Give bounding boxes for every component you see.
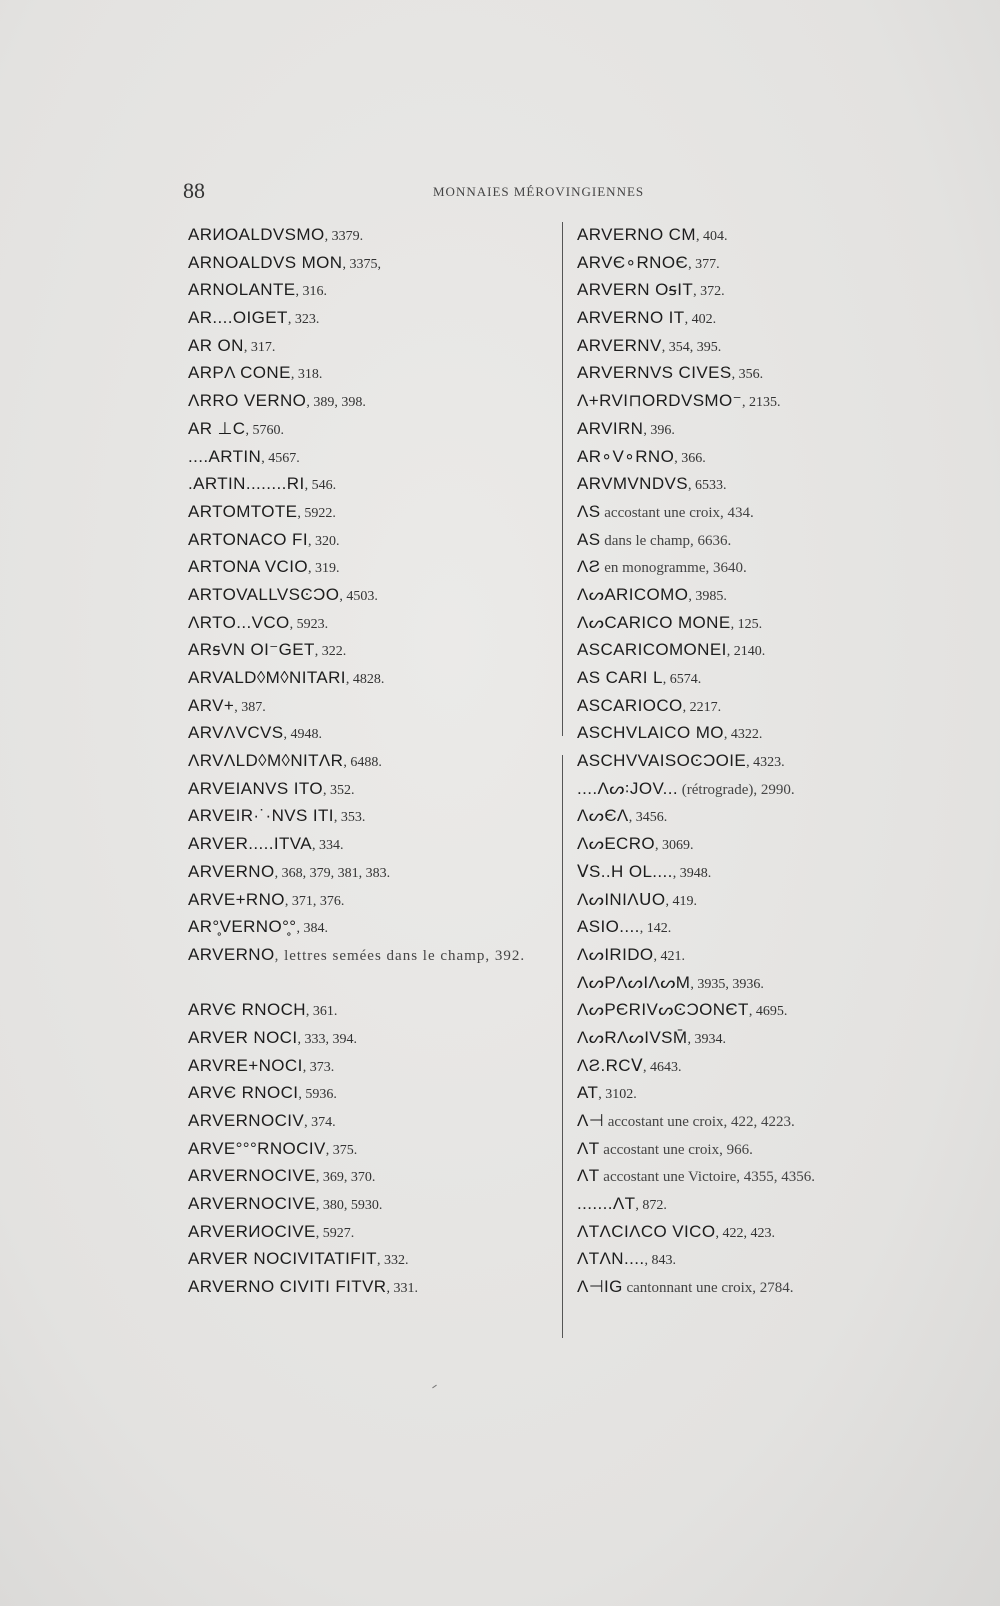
entry-reference: , 3934. (687, 1031, 726, 1047)
entry-reference: , 318. (290, 367, 323, 383)
page-header (183, 178, 903, 206)
index-entry (577, 802, 937, 830)
entry-reference: , 3375, (342, 256, 381, 272)
index-entry (577, 1245, 937, 1273)
entry-reference: , 3069. (655, 838, 694, 854)
entry-legend: ARVЄ RNOCI (188, 1083, 299, 1103)
entry-reference: , 374. (304, 1115, 336, 1131)
entry-note: dans le champ, 6636. (600, 532, 732, 549)
index-entry (577, 359, 937, 387)
entry-reference: , 3456. (628, 810, 668, 826)
entry-legend: ARVERNOCIV (188, 1111, 305, 1131)
entry-reference: , 387. (234, 699, 266, 715)
entry-legend: ΛT (577, 1138, 600, 1158)
index-entry (577, 304, 937, 332)
entry-reference: , 361. (305, 1004, 338, 1020)
index-entry (577, 498, 937, 526)
entry-reference: , 419. (665, 893, 697, 909)
entry-legend: ARVERNO (188, 944, 275, 964)
entry-legend: ARV+ (188, 695, 235, 715)
entry-reference: , 404. (695, 229, 728, 244)
entry-legend: ARVERNOCIVE (188, 1166, 316, 1186)
entry-reference: , 384. (296, 921, 328, 937)
entry-legend: ARNOLANTE (188, 280, 296, 300)
index-entry (188, 359, 558, 387)
index-entry (577, 719, 937, 747)
entry-legend: .ARTIN........RI (188, 474, 305, 494)
entry-legend: ARTOMTOTE (188, 501, 298, 521)
entry-legend: ARVERNO IT (577, 308, 685, 328)
index-entry (188, 1107, 558, 1135)
entry-reference: , 125. (730, 616, 763, 632)
entry-legend: ΛTΛCIΛCO VICO (577, 1221, 716, 1241)
index-entry (577, 387, 937, 415)
entry-legend: ΛRVΛLD◊M◊NITΛR (188, 751, 344, 771)
entry-reference: , 316. (295, 284, 328, 300)
entry-reference: , 322. (314, 644, 347, 660)
index-entry (188, 886, 558, 914)
entry-legend: ARVMVNDVS (577, 474, 688, 494)
entry-reference: , 6533. (687, 478, 727, 494)
column-divider (562, 755, 563, 1338)
index-entry (188, 553, 558, 581)
entry-legend: ASCARICOMONEI (577, 640, 727, 660)
index-entry (188, 913, 558, 941)
entry-reference: , 2135. (742, 395, 781, 411)
entry-legend: AS (577, 529, 601, 549)
entry-reference: , 4323. (746, 755, 785, 771)
entry-reference: , 5936. (298, 1087, 337, 1103)
entry-legend: ARVER NOCIVITATIFIT (188, 1249, 377, 1269)
entry-reference: , 843. (644, 1253, 676, 1269)
index-entry (577, 1273, 937, 1301)
entry-legend: ASCHVVAISOϾϽOIE (577, 751, 747, 771)
index-entry (188, 775, 558, 803)
entry-reference: , 368, 379, 381, 383. (274, 865, 391, 881)
entry-legend: Λ⊣IG (577, 1277, 623, 1297)
index-entry (577, 664, 937, 692)
entry-reference: , 5760. (245, 422, 284, 438)
entry-legend: ΛᔕЄΛ (577, 806, 629, 826)
entry-legend: ARTONACO FI (188, 529, 308, 549)
entry-reference: , 352. (322, 782, 355, 798)
entry-reference: , 332. (376, 1253, 409, 1269)
entry-legend: ΛᔕECRO (577, 834, 656, 854)
index-entry (188, 830, 558, 858)
entry-reference: , 319. (307, 561, 340, 577)
index-entry (577, 941, 937, 969)
entry-legend: ΛᔕARICOMO (577, 584, 689, 604)
index-entry (188, 802, 558, 830)
index-entry (577, 996, 937, 1024)
entry-reference: , 356. (731, 367, 764, 383)
entry-legend: ASIO.... (577, 917, 640, 937)
entry-reference: , 4828. (345, 672, 385, 687)
entry-legend: ARVERN OꟊIT (577, 280, 694, 300)
entry-legend: ΛRRO VERNO (188, 391, 307, 411)
index-entry (188, 636, 558, 664)
entry-legend: ARVERNO (188, 861, 275, 881)
entry-legend: ARVΛVCVS (188, 723, 284, 743)
entry-legend: AR ⊥C (188, 418, 246, 438)
entry-reference: , 331. (386, 1281, 418, 1297)
entry-reference: , 6488. (343, 755, 382, 771)
index-entry (577, 1079, 937, 1107)
index-entry (577, 886, 937, 914)
index-entry (188, 1162, 558, 1190)
entry-reference: , 380, 5930. (315, 1198, 383, 1214)
entry-reference: , 372. (693, 284, 725, 300)
entry-legend: ....ARTIN (188, 446, 262, 466)
index-entry (577, 1024, 937, 1052)
entry-reference: , 402. (684, 312, 717, 328)
index-entry (188, 1190, 558, 1218)
index-entry (188, 581, 558, 609)
entry-note: , lettres semées dans le champ, 392. (274, 947, 526, 964)
entry-legend: ARVER.....ITVA (188, 834, 313, 854)
entry-legend: ARVERNV (577, 335, 662, 355)
entry-reference: , 546. (304, 478, 337, 494)
entry-legend: ΛᔕIRIDO (577, 944, 654, 964)
index-entry (188, 276, 558, 304)
entry-reference: , 4322. (723, 727, 763, 743)
entry-reference: , 353. (333, 810, 366, 826)
entry-legend: ΛᔕPЄRIVᔕϾϽONЄT (577, 1000, 749, 1020)
entry-legend: ΛᔕCARICO MONE (577, 612, 731, 632)
entry-legend: ARVER NOCI (188, 1027, 298, 1047)
entry-legend: AT (577, 1083, 599, 1103)
page-number: 88 (183, 178, 205, 203)
entry-legend: AR°̥VERNO°̥° (188, 917, 297, 937)
entry-legend: ARVE+RNO (188, 889, 285, 909)
entry-legend: ARVЄ RNOCH (188, 1000, 306, 1020)
entry-reference: , 334. (312, 838, 344, 854)
index-entry (577, 1218, 937, 1246)
entry-reference: , 5922. (297, 505, 336, 521)
entry-reference: , 396. (643, 422, 675, 438)
index-entry (188, 221, 558, 249)
entry-note: cantonnant une croix, 2784. (622, 1280, 794, 1297)
index-entry (188, 1079, 558, 1107)
entry-legend: ARVALD◊M◊NITARI (188, 668, 346, 687)
index-entry (577, 221, 937, 249)
entry-legend: ꓦS..H OL.... (577, 861, 673, 881)
entry-reference: , 421. (653, 948, 686, 964)
entry-legend: ARVERNO CIVITI FITVR (188, 1277, 387, 1297)
entry-reference: , 320. (307, 533, 340, 549)
entry-legend: ARPΛ CONE (188, 363, 291, 383)
entry-reference: , 3948. (672, 865, 712, 881)
index-entry (577, 276, 937, 304)
entry-reference: , 872. (635, 1198, 667, 1214)
index-entry (577, 553, 937, 581)
entry-reference: , 2217. (682, 699, 722, 715)
index-entry (188, 415, 558, 443)
entry-legend: ΛᔕPΛᔕIΛᔕM (577, 972, 691, 992)
index-entry (577, 692, 937, 720)
entry-reference: , 375. (325, 1142, 358, 1158)
index-entry (577, 415, 937, 443)
entry-legend: ARVRE+NOCI (188, 1055, 303, 1075)
index-entry (188, 1052, 558, 1080)
entry-legend: ASCHVLAICO MO (577, 723, 724, 743)
entry-legend: ΛƧ.RCꓦ (577, 1055, 644, 1075)
index-entry (577, 443, 937, 471)
entry-reference: , 142. (639, 921, 672, 937)
index-entry (188, 470, 558, 498)
column-divider (562, 222, 563, 736)
entry-legend: ARVEIR·˙·NVS ITI (188, 806, 334, 826)
index-entry (188, 1135, 558, 1163)
index-entry (188, 692, 558, 720)
entry-reference: , 377. (688, 256, 720, 272)
entry-legend: ARVEIANVS ITO (188, 778, 323, 798)
entry-reference: , 3985. (688, 588, 727, 604)
entry-legend: ARVЄ∘RNOЄ (577, 252, 689, 272)
entry-reference: , 4567. (261, 450, 300, 466)
index-entry (188, 941, 558, 996)
entry-note: (rétrograde), 2990. (678, 781, 795, 798)
entry-legend: ΛᔕRΛᔕIVSM̄ (577, 1027, 688, 1047)
entry-legend: ....Λᔕ꞉JOV... (577, 778, 678, 798)
index-entry (577, 913, 937, 941)
entry-legend: ΛRTO...VCO (188, 612, 290, 632)
entry-legend: ARVIRN (577, 418, 644, 438)
entry-reference: , 371, 376. (284, 893, 345, 909)
entry-reference: , 3102. (598, 1087, 637, 1103)
entry-legend: ARVERNVS CIVES (577, 363, 732, 383)
entry-legend: ARИOALDVSMO (188, 225, 325, 244)
entry-legend: AR∘V∘RNO (577, 446, 675, 466)
running-title: MONNAIES MÉROVINGIENNES (433, 184, 645, 199)
entry-reference: , 4948. (283, 727, 322, 743)
index-entry (188, 747, 558, 775)
entry-legend: ARTONA VCIO (188, 557, 308, 577)
index-entry (188, 1024, 558, 1052)
entry-note: accostant une croix, 966. (599, 1141, 753, 1158)
index-entry (188, 719, 558, 747)
entry-legend: ARVERNOCIVE (188, 1194, 316, 1214)
entry-legend: ΛTΛN.... (577, 1249, 645, 1269)
entry-note: accostant une croix, 434. (600, 504, 754, 521)
index-entry (188, 1273, 558, 1301)
entry-reference: , 317. (243, 339, 276, 355)
index-entry (577, 1190, 937, 1218)
index-entry (577, 581, 937, 609)
index-entry (577, 249, 937, 277)
entry-reference: , 373. (302, 1059, 335, 1075)
index-entry (188, 858, 558, 886)
entry-reference: , 323. (287, 312, 320, 328)
entry-legend: ASCARIOCO (577, 695, 683, 715)
entry-legend: ARTOVALLVSϾϽO (188, 584, 340, 604)
index-entry (577, 526, 937, 554)
entry-reference: , 422, 423. (715, 1225, 775, 1241)
index-entry (577, 1107, 937, 1135)
index-entry (188, 387, 558, 415)
entry-reference: , 366. (674, 450, 706, 466)
entry-note: accostant une croix, 422, 4223. (603, 1114, 795, 1130)
index-entry (577, 609, 937, 637)
entry-legend: .......ΛT (577, 1194, 636, 1214)
entry-legend: ΛƧ (577, 557, 601, 577)
entry-reference: , 333, 394. (297, 1031, 357, 1047)
index-entry (577, 332, 937, 360)
entry-reference: , 4643. (643, 1059, 682, 1075)
entry-reference: , 4695. (748, 1004, 788, 1020)
entry-legend: Λ+RVI⊓ORDVSMO⁻ (577, 391, 742, 411)
index-entry (188, 1218, 558, 1246)
entry-legend: ΛT (577, 1166, 600, 1186)
index-entry (188, 664, 558, 692)
entry-note: en monogramme, 3640. (600, 560, 747, 577)
index-entry (577, 830, 937, 858)
index-entry (188, 498, 558, 526)
entry-legend: ARVE°°°RNOCIV (188, 1138, 326, 1158)
entry-legend: Λ⊣ (577, 1111, 604, 1130)
index-entry (188, 332, 558, 360)
entry-reference: , 354, 395. (661, 339, 722, 355)
entry-legend: ARVERИOCIVE (188, 1221, 316, 1241)
index-entry (577, 636, 937, 664)
right-column (577, 221, 937, 1301)
entry-reference: , 4503. (339, 588, 378, 604)
entry-legend: ARꟊVN OI⁻GET (188, 640, 315, 660)
entry-reference: , 5927. (315, 1225, 355, 1241)
index-entry (188, 526, 558, 554)
entry-reference: , 3935, 3936. (690, 976, 764, 992)
index-entry (577, 1162, 937, 1190)
entry-reference: , 369, 370. (315, 1170, 376, 1186)
entry-legend: AR....OIGET (188, 308, 288, 328)
index-entry (577, 858, 937, 886)
entry-reference: , 5923. (289, 616, 329, 632)
index-entry (577, 1052, 937, 1080)
entry-reference: , 389, 398. (306, 395, 366, 411)
index-entry (188, 996, 558, 1024)
index-entry (188, 304, 558, 332)
index-entry (577, 969, 937, 997)
entry-legend: ΛᔕINIΛᑌO (577, 889, 666, 909)
index-entry (577, 1135, 937, 1163)
left-column (188, 221, 558, 1301)
entry-legend: AR ON (188, 335, 244, 355)
index-entry (577, 775, 937, 803)
entry-legend: ARVERNO CM (577, 225, 696, 244)
entry-legend: ARNOALDVS MON (188, 252, 343, 272)
entry-reference: , 2140. (726, 644, 766, 660)
index-entry (188, 609, 558, 637)
entry-legend: AS CARI L (577, 668, 663, 687)
index-entry (577, 747, 937, 775)
entry-reference: , 3379. (324, 229, 364, 244)
index-entry (188, 249, 558, 277)
index-entry (577, 470, 937, 498)
entry-reference: , 6574. (662, 672, 702, 687)
index-entry (188, 1245, 558, 1273)
index-entry (188, 443, 558, 471)
entry-legend: ΛS (577, 501, 601, 521)
entry-note: accostant une Victoire, 4355, 4356. (599, 1169, 815, 1186)
